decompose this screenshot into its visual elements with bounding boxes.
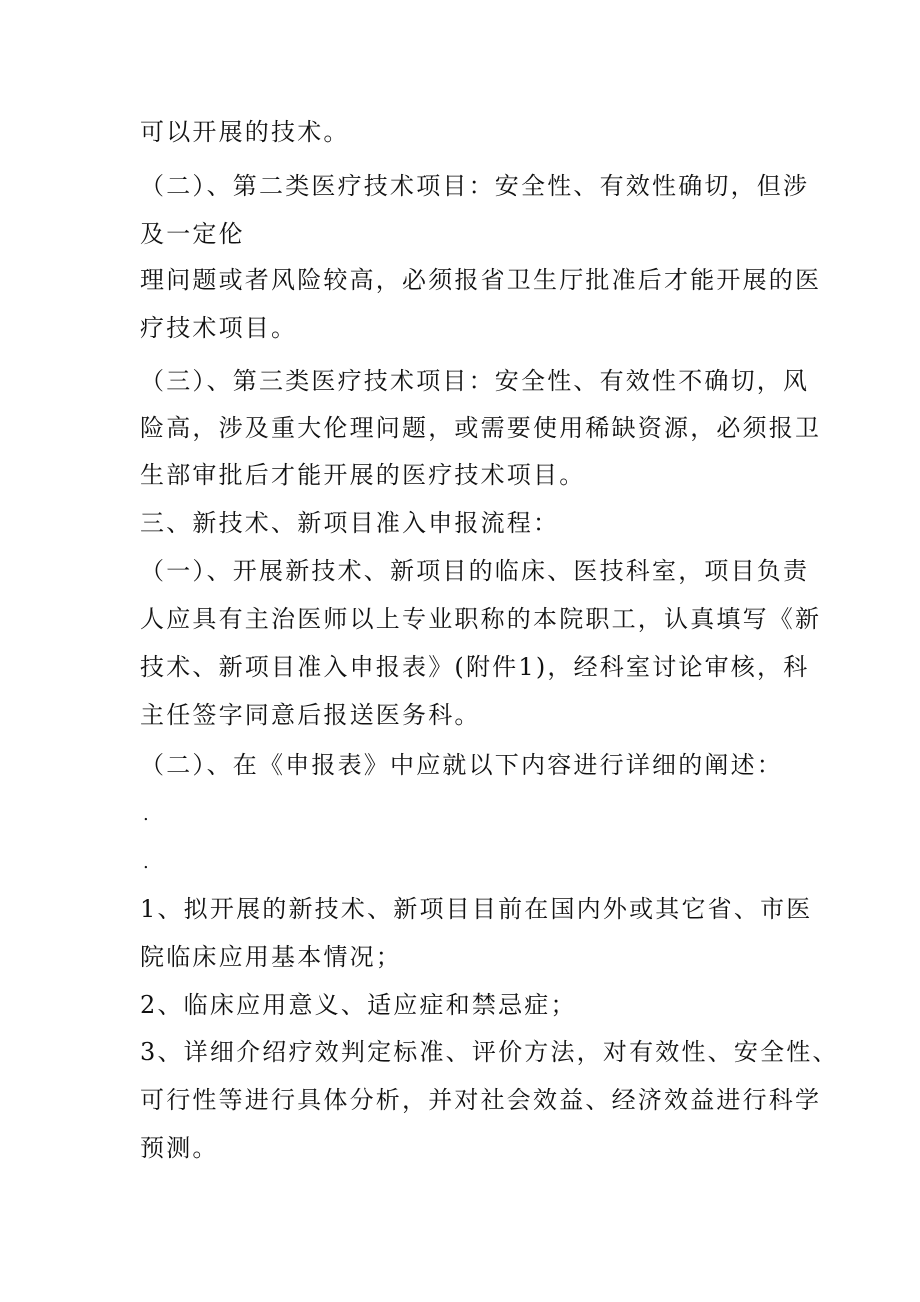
list-item: 2、临床应用意义、适应症和禁忌症； bbox=[140, 991, 577, 1019]
text-line: （三）、第三类医疗技术项目：安全性、有效性不确切，风 bbox=[140, 367, 810, 395]
text-line: 人应具有主治医师以上专业职称的本院职工，认真填写《新 bbox=[140, 605, 822, 633]
text-line: 可行性等进行具体分析，并对社会效益、经济效益进行科学 bbox=[140, 1086, 822, 1114]
text-line: 疗技术项目。 bbox=[140, 314, 298, 342]
text-line: 生部审批后才能开展的医疗技术项目。 bbox=[140, 461, 586, 489]
dot-line: . bbox=[143, 852, 151, 873]
text-line: （二）、第二类医疗技术项目：安全性、有效性确切，但涉 bbox=[140, 172, 810, 200]
text-line: 理问题或者风险较高，必须报省卫生厅批准后才能开展的医 bbox=[140, 266, 822, 294]
list-item: 1、拟开展的新技术、新项目目前在国内外或其它省、市医 bbox=[140, 895, 813, 923]
text-line: 院临床应用基本情况； bbox=[140, 943, 402, 971]
list-item: 3、详细介绍疗效判定标准、评价方法，对有效性、安全性、 bbox=[140, 1038, 839, 1066]
text-line: 险高，涉及重大伦理问题，或需要使用稀缺资源，必须报卫 bbox=[140, 414, 822, 442]
section-heading: 三、新技术、新项目准入申报流程： bbox=[140, 509, 560, 537]
dot-line: . bbox=[143, 804, 151, 825]
text-line: 技术、新项目准入申报表》(附件1)，经科室讨论审核，科 bbox=[140, 653, 810, 681]
text-line: （二）、在《申报表》中应就以下内容进行详细的阐述： bbox=[140, 751, 783, 779]
text-line: 预测。 bbox=[140, 1134, 219, 1162]
text-line: 主任签字同意后报送医务科。 bbox=[140, 701, 481, 729]
text-line: （一）、开展新技术、新项目的临床、医技科室，项目负责 bbox=[140, 557, 810, 585]
text-line: 及一定伦 bbox=[140, 220, 245, 248]
text-line: 可以开展的技术。 bbox=[140, 118, 350, 146]
